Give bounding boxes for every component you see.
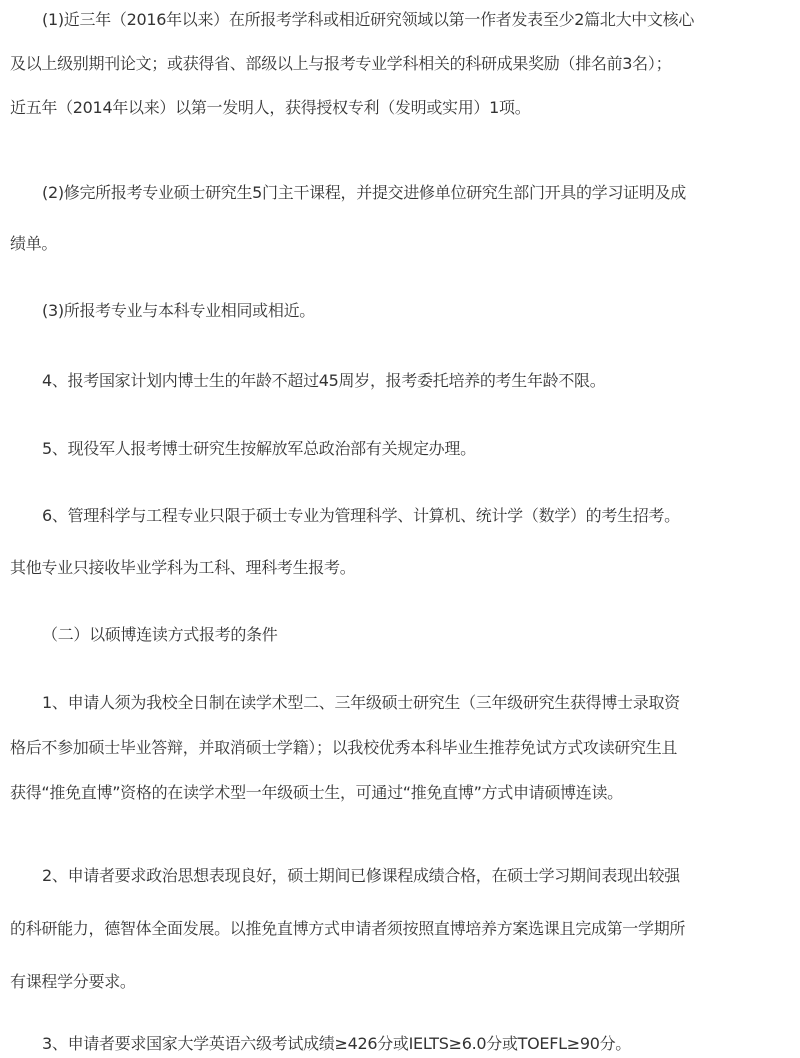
paragraph-applicant-eligibility — [10, 691, 790, 805]
text-line: 绩单。 — [10, 234, 58, 253]
paragraph-english-requirement — [10, 1032, 790, 1056]
paragraph-requirement-2 — [10, 181, 790, 256]
text-line: 1、申请人须为我校全日制在读学术型二、三年级硕士研究生（三年级研究生获得博士录取资 — [42, 693, 680, 712]
paragraph-military — [10, 437, 790, 461]
text-line: 其他专业只接收毕业学科为工科、理科考生报考。 — [10, 558, 356, 577]
text-line: 获得“推免直博”资格的在读学术型一年级硕士生，可通过“推免直博”方式申请硕博连读。 — [10, 783, 623, 802]
text-line: 及以上级别期刊论文；或获得省、部级以上与报考专业学科相关的科研成果奖励（排名前3名）； — [10, 54, 672, 73]
text-line: 的科研能力，德智体全面发展。以推免直博方式申请者须按照直博培养方案选课且完成第一学期所 — [10, 919, 686, 938]
text-line: 4、报考国家计划内博士生的年龄不超过45周岁，报考委托培养的考生年龄不限。 — [42, 371, 606, 390]
paragraph-requirement-1 — [10, 8, 790, 120]
paragraph-management-science — [10, 504, 790, 580]
text-line: 2、申请者要求政治思想表现良好，硕士期间已修课程成绩合格，在硕士学习期间表现出较强 — [42, 866, 680, 885]
section-heading-masters-phd — [10, 623, 790, 647]
text-line: (3)所报考专业与本科专业相同或相近。 — [42, 301, 315, 320]
text-line: 格后不参加硕士毕业答辩，并取消硕士学籍）；以我校优秀本科毕业生推荐免试方式攻读研究生且 — [10, 738, 678, 757]
text-line: (1)近三年（2016年以来）在所报考学科或相近研究领域以第一作者发表至少2篇北大中文核心 — [42, 10, 695, 29]
text-line: (2)修完所报考专业硕士研究生5门主干课程，并提交进修单位研究生部门开具的学习证明及成 — [42, 183, 686, 202]
paragraph-age-limit — [10, 369, 790, 393]
text-line: 3、申请者要求国家大学英语六级考试成绩≥426分或IELTS≥6.0分或TOEFL≥90分。 — [42, 1034, 632, 1053]
paragraph-requirement-3 — [10, 299, 790, 323]
text-line: 6、管理科学与工程专业只限于硕士专业为管理科学、计算机、统计学（数学）的考生招考。 — [42, 506, 680, 525]
text-line: 有课程学分要求。 — [10, 972, 136, 991]
text-line: 5、现役军人报考博士研究生按解放军总政治部有关规定办理。 — [42, 439, 476, 458]
section-heading: （二）以硕博连读方式报考的条件 — [42, 625, 278, 644]
paragraph-political-academic — [10, 864, 790, 994]
text-line: 近五年（2014年以来）以第一发明人，获得授权专利（发明或实用）1项。 — [10, 98, 531, 117]
